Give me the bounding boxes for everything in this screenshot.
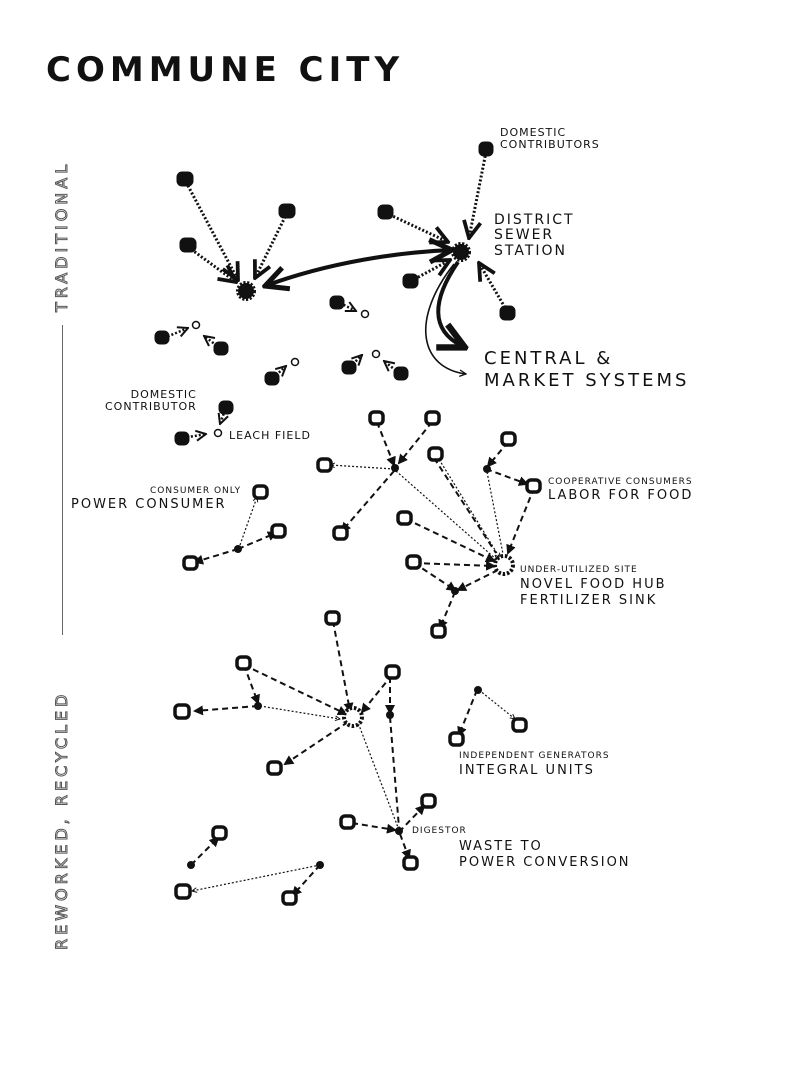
trunk-line (265, 250, 452, 286)
contributor-node (500, 306, 515, 320)
food-hub-center (495, 556, 513, 574)
label-domestic-contributor: DOMESTIC CONTRIBUTOR (105, 388, 197, 413)
contributor-node (175, 432, 189, 445)
food-hub-network (195, 422, 534, 628)
page-title: COMMUNE CITY (46, 50, 405, 90)
label-district-sewer-station: DISTRICT SEWER STATION (494, 212, 575, 259)
label-labor-for-food: LABOR FOR FOOD (548, 488, 694, 503)
contributor-node (265, 372, 279, 385)
label-digestor: DIGESTOR (412, 826, 467, 836)
contributor-node (155, 331, 169, 344)
label-novel-food-hub: NOVEL FOOD HUB FERTILIZER SINK (520, 577, 667, 608)
label-cooperative-consumers: COOPERATIVE CONSUMERS (548, 477, 693, 487)
label-leach-field: LEACH FIELD (229, 429, 311, 442)
label-waste-to-power: WASTE TO POWER CONVERSION (459, 839, 631, 870)
traditional-network (164, 152, 507, 438)
contributor-node (394, 367, 408, 380)
label-consumer-only: CONSUMER ONLY (150, 486, 242, 496)
contributor-node (342, 361, 356, 374)
contributor-node (219, 401, 233, 414)
food-hub-nodes (184, 412, 540, 637)
flow-line (186, 182, 238, 280)
traditional-nodes (155, 142, 515, 445)
side-label-traditional: TRADITIONAL (52, 160, 71, 312)
side-label-reworked: REWORKED, RECYCLED (52, 690, 71, 950)
contributor-node (479, 142, 493, 156)
flow-line (469, 152, 486, 238)
contributor-node (177, 172, 193, 186)
contributor-node (214, 342, 228, 355)
contributor-node (180, 238, 196, 252)
central-outflow (438, 262, 462, 346)
digestor-hub-center (344, 708, 362, 726)
label-under-utilized-site: UNDER-UTILIZED SITE (520, 565, 638, 575)
digestor-junctions (187, 686, 482, 869)
contributor-node (378, 205, 393, 219)
contributor-node (403, 274, 418, 288)
label-independent-generators: INDEPENDENT GENERATORS (459, 751, 610, 761)
contributor-node (330, 296, 344, 309)
label-power-consumer: POWER CONSUMER (71, 497, 227, 512)
flow-line (255, 213, 287, 278)
contributor-node (279, 204, 295, 218)
sewer-hub (453, 244, 469, 260)
flow-line (386, 213, 448, 242)
flow-line (479, 263, 507, 311)
label-central-market-systems: CENTRAL & MARKET SYSTEMS (484, 348, 690, 391)
local-hub (238, 283, 254, 299)
label-domestic-contributors: DOMESTIC CONTRIBUTORS (500, 126, 600, 151)
label-integral-units: INTEGRAL UNITS (459, 763, 595, 778)
